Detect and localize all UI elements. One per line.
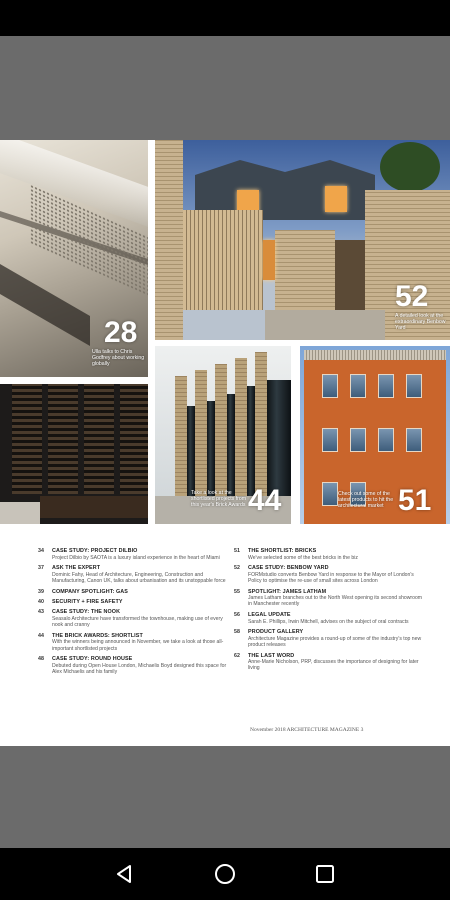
- contents-entry: [234, 612, 424, 625]
- contents-entry: [234, 548, 424, 561]
- entry-description: With the winners being announced in November, we take a look at those all-important shortlisted projects: [52, 639, 224, 652]
- contents-entry: [38, 609, 228, 628]
- entry-title: COMPANY SPOTLIGHT: GAS: [52, 588, 128, 595]
- entry-page-number: 55: [234, 588, 240, 595]
- entry-description: FORMstudio converts Benbow Yard in response to the Mayor of London's Policy to optimise the re-use of small sites across London: [248, 571, 414, 584]
- photo-interior-stone: [0, 140, 148, 377]
- entry-description: Debuted during Open House London, Michaelis Boyd designed this space for Alex Michaelis and his family: [52, 662, 227, 675]
- page-number-44: 44: [248, 484, 282, 517]
- contents-entry: [38, 548, 228, 561]
- entry-description: Anne-Marie Nicholson, PRP, discusses the importance of designing for later living: [248, 659, 419, 672]
- photo-brick-facade: [155, 346, 291, 524]
- home-button[interactable]: [212, 861, 238, 887]
- status-bar: [0, 0, 450, 36]
- magazine-page: [0, 140, 450, 746]
- entry-title: CASE STUDY: THE NOOK: [52, 609, 121, 616]
- entry-title: CASE STUDY: PROJECT DILBIO: [52, 548, 138, 554]
- entry-page-number: 56: [234, 611, 240, 618]
- contents-entry: [38, 565, 228, 584]
- photo-caption: Take a look at the shortlisted projects from this year's Brick Awards: [191, 490, 247, 508]
- entry-description: Architecture Magazine provides a round-up of some of the industry's top new product releases: [248, 635, 422, 648]
- back-triangle-icon: [115, 864, 135, 884]
- entry-description: Project Dilbio by SAOTA is a luxury island experience in the heart of Miami: [52, 554, 220, 561]
- entry-description: Seasalo Architecture have transformed the townhouse, making use of every nook and cranny: [52, 615, 223, 629]
- recents-button[interactable]: [312, 861, 338, 887]
- entry-title: CASE STUDY: ROUND HOUSE: [52, 656, 133, 663]
- entry-page-number: 48: [38, 656, 44, 663]
- entry-page-number: 37: [38, 565, 44, 572]
- entry-title: THE SHORTLIST: BRICKS: [248, 548, 317, 554]
- contents-entry: [234, 589, 424, 608]
- contents-entry: [38, 599, 228, 605]
- entry-title: ASK THE EXPERT: [52, 565, 101, 572]
- entry-page-number: 39: [38, 588, 44, 595]
- entry-page-number: 44: [38, 632, 44, 639]
- recents-square-icon: [315, 864, 335, 884]
- entry-description: We've selected some of the best bricks in the biz: [248, 554, 358, 561]
- entry-page-number: 62: [234, 652, 240, 659]
- entry-page-number: 43: [38, 609, 44, 616]
- entry-title: THE LAST WORD: [248, 652, 295, 659]
- page-number-52: 52: [395, 280, 429, 313]
- page-footer: November 2018 ARCHITECTURE MAGAZINE 3: [250, 727, 364, 733]
- back-button[interactable]: [112, 861, 138, 887]
- entry-description: James Latham branches out to the North West opening its second showroom in Manchester recently: [248, 595, 423, 608]
- photo-caption: A detailed look at the extraordinary Benbow Yard: [395, 313, 446, 331]
- entry-page-number: 34: [38, 548, 44, 554]
- entry-title: THE BRICK AWARDS: SHORTLIST: [52, 632, 143, 639]
- entry-title: SECURITY + FIRE SAFETY: [52, 598, 123, 605]
- contents-entry: [38, 589, 228, 595]
- photo-orange-building: [300, 346, 450, 524]
- entry-title: CASE STUDY: BENBOW YARD: [248, 565, 329, 572]
- entry-description: Sarah E. Phillips, Irwin Mitchell, advises on the subject of oral contracts: [248, 618, 409, 625]
- photo-caption: Check out some of the latest products to hit the architectural market: [338, 491, 394, 509]
- home-circle-icon: [214, 863, 236, 885]
- contents-entry: [234, 653, 424, 672]
- entry-title: SPOTLIGHT: JAMES LATHAM: [248, 588, 327, 595]
- entry-title: LEGAL UPDATE: [248, 611, 291, 618]
- contents-entry: [38, 656, 228, 675]
- page-number-28: 28: [104, 316, 138, 349]
- navigation-bar: [0, 848, 450, 900]
- contents-list-left: [38, 548, 228, 680]
- photo-caption: Ulla talks to Chris Godfrey about working globally: [92, 349, 145, 367]
- entry-page-number: 51: [234, 548, 240, 554]
- entry-page-number: 40: [38, 598, 44, 605]
- contents-entry: [234, 565, 424, 584]
- contents-entry: [234, 629, 424, 648]
- entry-page-number: 52: [234, 565, 240, 572]
- photo-wine-rack: [0, 384, 148, 524]
- contents-list-right: [234, 548, 424, 676]
- entry-description: Dominic Fahy, Head of Architecture, Engineering, Construction and Manufacturing, Canon UK, talks about urbanisation and its unstoppable force: [52, 571, 226, 584]
- photo-house-exterior: [155, 140, 450, 340]
- contents-entry: [38, 633, 228, 652]
- entry-title: PRODUCT GALLERY: [248, 629, 304, 636]
- page-number-51: 51: [398, 484, 432, 517]
- entry-page-number: 58: [234, 629, 240, 636]
